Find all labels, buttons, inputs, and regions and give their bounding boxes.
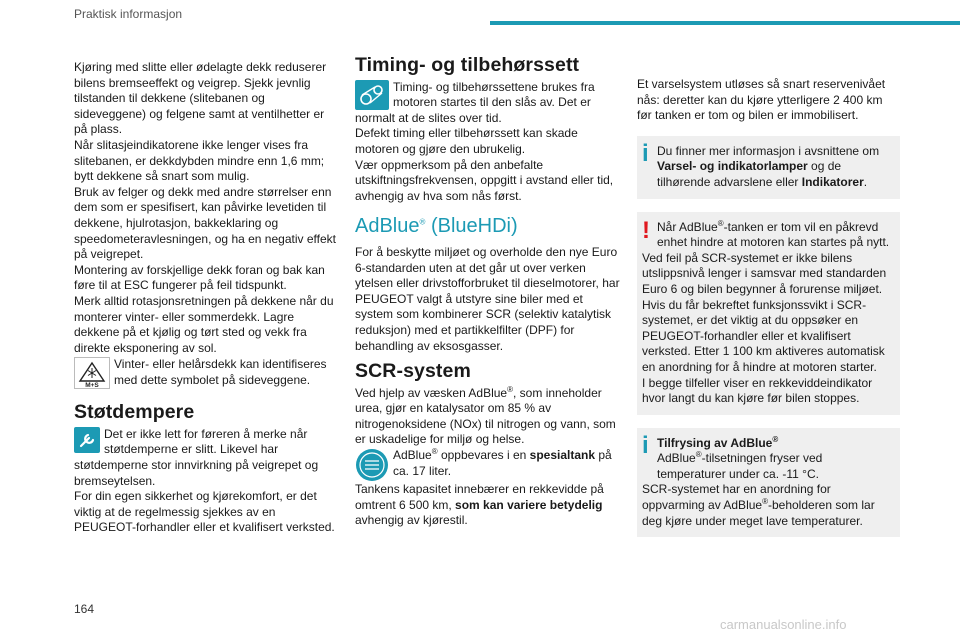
timing-text-3: Vær oppmerksom på den anbefalte utskiftningsfrekvensen, oppgitt i avstand eller tid, avhengig av hva som nås først.	[355, 157, 614, 203]
adblue-heading-reg: ®	[419, 217, 426, 227]
timing-heading: Timing- og tilbehørssett	[355, 54, 580, 76]
tyre-paragraph-3: Bruk av felger og dekk med andre størrelser enn dem som er spesifisert, kan påvirke levetiden til dekkene, hjulrotasjon, bakkeklaring og speedometeravlesningen, og ha en negativ effekt på veigrepet.	[74, 184, 336, 262]
tyre-paragraph-2: Når slitasjeindikatorene ikke lenger vises fra slitebanen, er dekkdybden mindre enn 1,6 mm; bytt dekkene så snart som mulig.	[74, 137, 325, 184]
scr-text-1: Ved hjelp av væsken AdBlue®, som inneholder urea, gjør en katalysator om 85 % av nitrogenoksidene (NOx) til nitrogen og vann, som er uskadelige for miljø og helse.	[355, 384, 616, 447]
adblue-text-1: For å beskytte miljøet og overholde den nye Euro 6-standarden uten at det går ut over verken ytelsen eller drivstofforbruket til dieselmotorer, har PEUGEOT valgt å utstyre sine biler med et system som kombinerer SCR (selektiv katalytisk reduksjon) med et partikkelfilter (DPF) for behandling av eksosgasser.	[355, 244, 620, 353]
adblue-heading-main: AdBlue	[355, 215, 420, 238]
freezing-text-2: SCR-systemet har en anordning for oppvarming av AdBlue®-beholderen som lar deg kjøre under meget lave temperaturer.	[642, 482, 875, 528]
freezing-title: Tilfrysing av AdBlue®	[657, 434, 779, 450]
watermark: carmanualsonline.info	[720, 617, 847, 632]
adblue-pump-icon	[355, 448, 389, 482]
tyre-paragraph-4: Montering av forskjellige dekk foran og bak kan føre til at ESC fungerer på feil tidspunkt.	[74, 262, 325, 293]
warning-text-3: Hvis du får bekreftet funksjonssvikt i SCR-systemet, er det viktig at du oppsøker en PEUGEOT-forhandler eller et kvalifisert verksted. Etter 1 100 km aktiveres automatisk en anordning for å hindre at motoren starter.	[642, 297, 885, 374]
timing-text-1: Timing- og tilbehørssettene brukes fra motoren startes til den slås av. Det er normalt at de slites over tid.	[355, 79, 595, 125]
tyre-paragraph-1: Kjøring med slitte eller ødelagte dekk reduserer bilens bremseeffekt og veigrep. Sjekk jevnlig tilstanden til dekkene (slitebanen og sideveggene) og felgene samt at ventilhetter er på plass.	[74, 60, 327, 137]
info-box-freezing	[637, 428, 900, 538]
warning-box-adblue	[637, 212, 900, 415]
freezing-text-1: AdBlue®-tilsetningen fryser ved temperaturer under ca. -11 °C.	[657, 450, 823, 481]
info-box-lamps	[637, 136, 900, 199]
warning-system-text: Et varselsystem utløses så snart reservenivået nås: deretter kan du kjøre ytterligere 2 400 km før tanken er tom og bilen er immobilisert.	[637, 77, 886, 123]
warning-text-2: Ved feil på SCR-systemet er ikke bilens utslippsnivå lenger i samsvar med standarden Euro 6 og bilen begynner å forurense miljøet.	[642, 250, 887, 296]
column-middle	[355, 54, 621, 529]
wrench-icon	[74, 427, 100, 453]
scr-heading: SCR-system	[355, 360, 471, 383]
header-accent-bar	[490, 21, 960, 25]
damper-note	[74, 427, 336, 489]
snowflake-mountain-icon	[74, 357, 110, 389]
warning-text-4: I begge tilfeller viser en rekkeviddeindikator hvor langt du kan kjøre før bilen stoppes.	[642, 375, 873, 406]
column-right	[637, 77, 900, 537]
m-s-label: M+S	[85, 382, 99, 390]
column-left	[74, 60, 336, 536]
page-number: 164	[74, 602, 95, 616]
damper-text-2: For din egen sikkerhet og kjørekomfort, er det viktig at de regelmessig sjekkes av en PEUGEOT-forhandler eller et kvalifisert verksted.	[74, 489, 335, 535]
warning-text-1: Når AdBlue®-tanken er tom vil en påkrevd enhet hindre at motoren kan startes på nytt.	[657, 218, 890, 250]
timing-text-2: Defekt timing eller tilbehørssett kan skade motoren og gjøre den ubrukelig.	[355, 126, 578, 156]
info-icon: i	[642, 431, 649, 459]
info-icon: i	[642, 139, 649, 167]
damper-heading: Støtdempere	[74, 401, 195, 424]
running-header: Praktisk informasjon	[74, 7, 183, 21]
scr-text-2: AdBlue® oppbevares i en spesialtank på ca. 17 liter.	[393, 448, 612, 478]
adblue-heading-suffix: (BlueHDi)	[425, 215, 518, 238]
adblue-heading	[355, 215, 621, 238]
scr-text-3: Tankens kapasitet innebærer en rekkevidde på omtrent 6 500 km, som kan variere betydelig avhengig av kjørestil.	[355, 482, 604, 528]
timing-note	[355, 80, 621, 127]
tyre-paragraph-5: Merk alltid rotasjonsretningen på dekkene når du monterer vinter- eller sommerdekk. Lagre dekkene på et kjølig og tørt sted og vekk fra direkte eksponering av sol.	[74, 293, 334, 355]
warning-icon: !	[642, 216, 650, 244]
winter-note-text: Vinter- eller helårsdekk kan identifiseres med dette symbolet på sideveggene.	[114, 357, 327, 387]
info-box-text: Du finner mer informasjon i avsnittene om Varsel- og indikatorlamper og de tilhørende advarslene eller Indikatorer.	[657, 143, 880, 189]
adblue-tank-note	[355, 448, 621, 482]
winter-tyre-note	[74, 357, 336, 389]
damper-text-1: Det er ikke lett for føreren å merke når støtdemperne er slitt. Likevel har støtdemperne stor innvirkning på veigrepet og bremseytelsen.	[74, 426, 319, 488]
timing-belt-icon	[355, 80, 389, 110]
